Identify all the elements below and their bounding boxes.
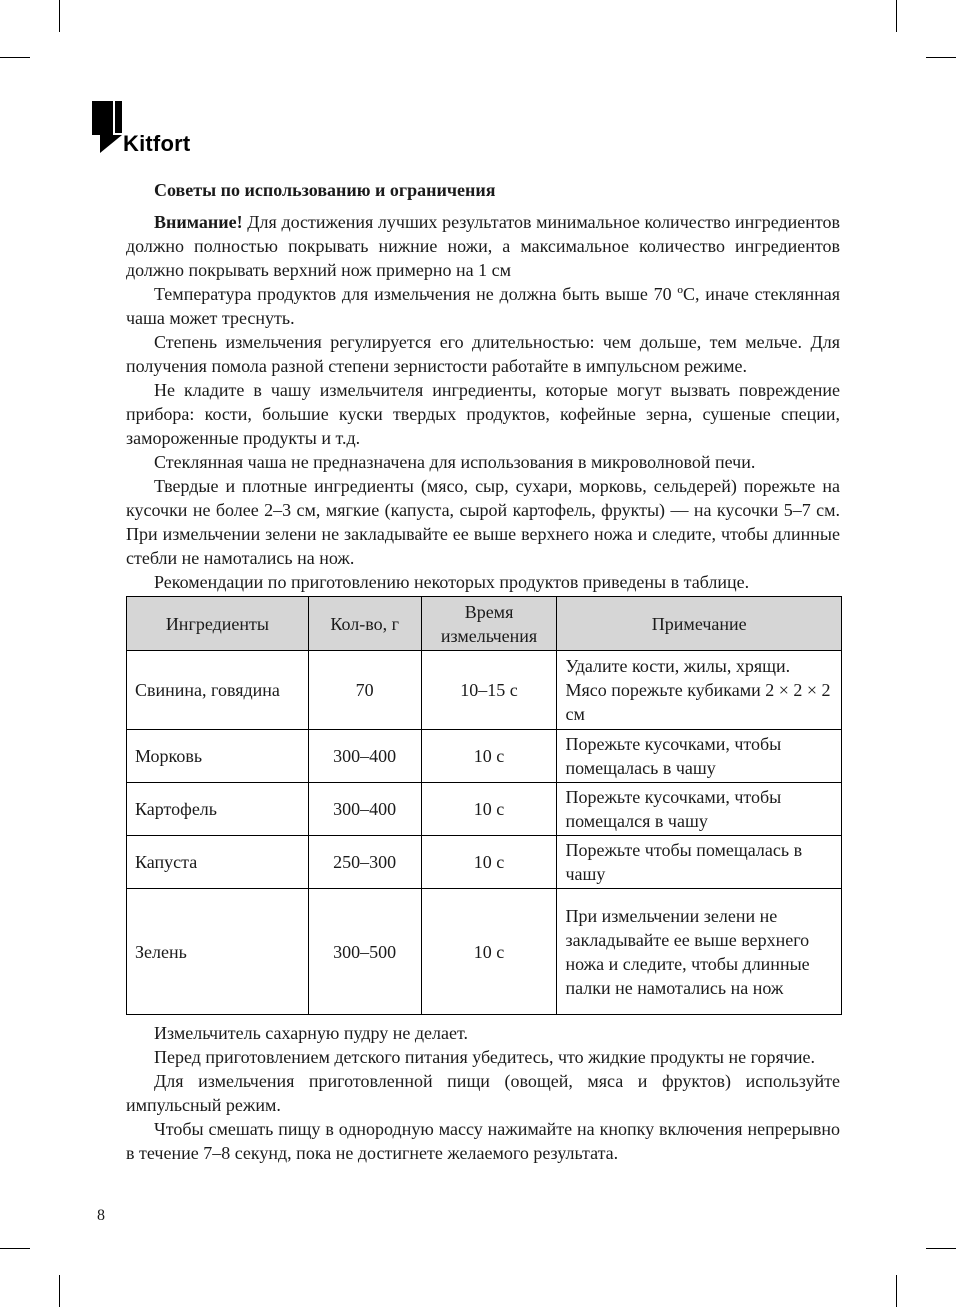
time-cell: 10 с (421, 783, 557, 836)
attention-paragraph (126, 210, 840, 282)
amount-cell: 300–500 (308, 889, 421, 1015)
temperature-text-after: , иначе стеклянная чаша может треснуть. (126, 284, 840, 328)
header-ingredients: Ингредиенты (127, 597, 309, 651)
ingredient-cell: Свинина, говядина (127, 651, 309, 730)
crop-mark-right-bottom (926, 1248, 956, 1249)
crop-mark-right-top (926, 57, 956, 58)
table-header-row (127, 597, 842, 651)
recommendations-table (126, 596, 842, 1015)
table-row (127, 651, 842, 730)
header-note: Примечание (557, 597, 842, 651)
temperature-paragraph (126, 282, 840, 330)
attention-text: Для достижения лучших результатов минимальное количество ингредиентов должно полностью покрывать нижние ножи, а максимальное количество ингредиентов должно покрывать верхний нож примерно на 1 см (126, 212, 840, 280)
table-intro-paragraph: Рекомендации по приготовлению некоторых продуктов приведены в таблице. (154, 572, 750, 592)
note-cell: Удалите кости, жилы, хрящи. Мясо порежьте кубиками 2 × 2 × 2 см (557, 651, 842, 730)
grinding-degree-paragraph: Степень измельчения регулируется его длительностью: чем дольше, тем мельче. Для получения помола разной степени зернистости работайте в импульсном режиме. (126, 332, 840, 376)
crop-mark-left-bottom (0, 1248, 30, 1249)
crop-mark-left-top (0, 57, 30, 58)
ingredient-cell: Морковь (127, 730, 309, 783)
sugar-paragraph: Измельчитель сахарную пудру не делает. (154, 1023, 468, 1043)
kitfort-logo-icon (92, 101, 122, 153)
ingredient-cell: Капуста (127, 836, 309, 889)
crop-mark-top-left (59, 0, 60, 32)
baby-food-paragraph: Перед приготовлением детского питания убедитесь, что жидкие продукты не горячие. (154, 1047, 815, 1067)
crop-mark-top-right (896, 0, 897, 32)
time-cell: 10 с (421, 889, 557, 1015)
note-cell: Порежьте кусочками, чтобы помещался в чашу (557, 783, 842, 836)
temperature-text-before: Температура продуктов для измельчения не должна быть выше 70 (154, 284, 678, 304)
temperature-unit: ºС (677, 284, 695, 304)
crop-mark-bottom-left (59, 1275, 60, 1307)
header-time: Время измельчения (421, 597, 557, 651)
mixing-paragraph: Чтобы смешать пищу в однородную массу нажимайте на кнопку включения непрерывно в течение 7–8 секунд, пока не достигнете желаемого результата. (126, 1119, 840, 1163)
table-row (127, 783, 842, 836)
time-cell: 10–15 с (421, 651, 557, 730)
table-row (127, 836, 842, 889)
table-row (127, 730, 842, 783)
amount-cell: 300–400 (308, 783, 421, 836)
page-content (126, 178, 840, 1165)
time-cell: 10 с (421, 836, 557, 889)
note-cell: Порежьте кусочками, чтобы помещалась в чашу (557, 730, 842, 783)
note-cell: При измельчении зелени не закладывайте ее выше верхнего ножа и следите, чтобы длинные палки не намотались на нож (557, 889, 842, 1015)
ingredient-cell: Картофель (127, 783, 309, 836)
amount-cell: 250–300 (308, 836, 421, 889)
page-number: 8 (97, 1207, 105, 1224)
note-cell: Порежьте чтобы помещалась в чашу (557, 836, 842, 889)
attention-label: Внимание! (154, 212, 243, 232)
glass-bowl-paragraph: Стеклянная чаша не предназначена для использования в микроволновой печи. (154, 452, 756, 472)
cutting-size-paragraph: Твердые и плотные ингредиенты (мясо, сыр, сухари, морковь, сельдерей) порежьте на кусочки не более 2–3 см, мягкие (капуста, сырой картофель, фрукты) — на кусочки 5–7 см. При измельчении зелени не закладывайте ее выше верхнего ножа и следите, чтобы длинные стебли не намотались на нож. (126, 476, 840, 568)
amount-cell: 300–400 (308, 730, 421, 783)
crop-mark-bottom-right (896, 1275, 897, 1307)
forbidden-ingredients-paragraph: Не кладите в чашу измельчителя ингредиенты, которые могут вызвать повреждение прибора: кости, большие куски твердых продуктов, кофейные зерна, сушеные специи, замороженные продукты и т.д. (126, 380, 840, 448)
amount-cell: 70 (308, 651, 421, 730)
brand-logo (92, 101, 202, 157)
ingredient-cell: Зелень (127, 889, 309, 1015)
brand-name: Kitfort (123, 131, 191, 156)
section-heading: Советы по использованию и ограничения (154, 180, 496, 200)
table-row (127, 889, 842, 1015)
header-amount: Кол-во, г (308, 597, 421, 651)
time-cell: 10 с (421, 730, 557, 783)
cooked-food-paragraph: Для измельчения приготовленной пищи (овощей, мяса и фруктов) используйте импульсный режим. (126, 1071, 840, 1115)
